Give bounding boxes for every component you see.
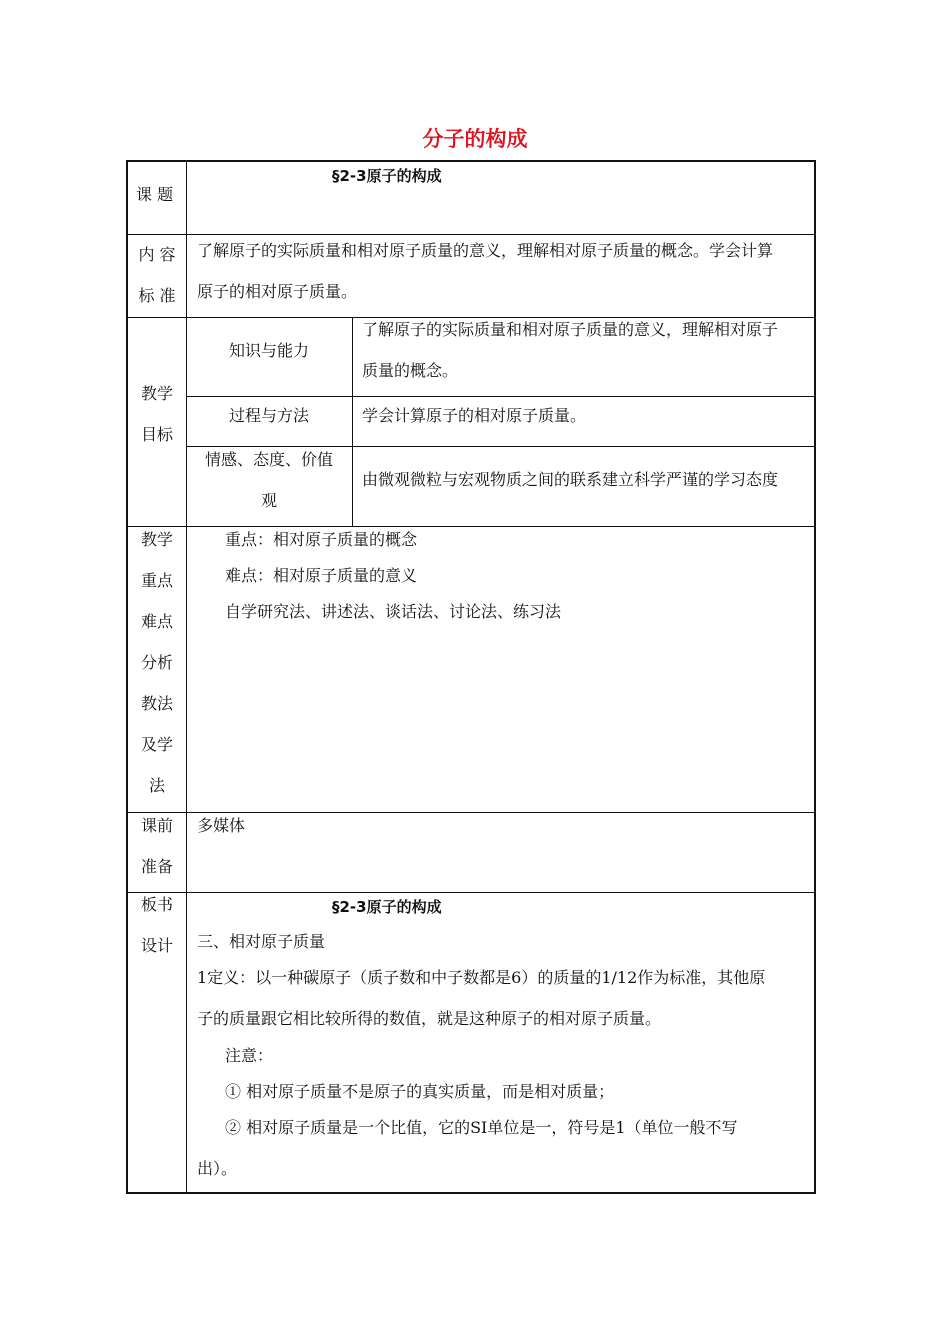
document-title: 分子的构成 [422,127,528,151]
board-label [128,884,186,966]
label-column-divider [186,160,187,1194]
board-label-line: 设计 [140,936,173,955]
keypoints-label-line: 教法 [140,694,173,713]
keypoints-label-line: 教学 [140,530,173,549]
board-definition-line: 1定义：以一种碳原子（质子数和中子数都是6）的质量的1/12作为标准，其他原 [197,968,766,987]
board-label-line: 板书 [140,895,173,914]
board-heading: §2-3原子的构成 [332,898,442,916]
goals-label [128,373,186,455]
prep-label-line: 准备 [140,857,173,876]
board-note-line: ① 相对原子质量不是原子的真实质量，而是相对质量； [225,1082,615,1101]
row-divider [126,526,816,527]
goals-label-line: 目标 [140,425,173,444]
row-divider [126,812,816,813]
topic-label: 课 题 [136,185,174,204]
keypoints-label-line: 难点 [140,612,173,631]
keypoints-label-line: 及学 [140,735,173,754]
standard-content-line: 了解原子的实际质量和相对原子质量的意义，理解相对原子质量的概念。学会计算 [197,241,774,260]
keypoints-label-line: 分析 [140,653,173,672]
goal-emotion-name-line: 观 [260,491,277,510]
standard-label-line: 标 准 [138,286,176,305]
row-divider [126,892,816,893]
board-definition-line: 子的质量跟它相比较所得的数值，就是这种原子的相对原子质量。 [197,1009,662,1028]
row-divider [126,234,816,235]
board-section: 三、相对原子质量 [197,932,326,951]
goal-knowledge-name: 知识与能力 [228,341,309,360]
board-note-line: ② 相对原子质量是一个比值，它的SI单位是一，符号是1（单位一般不写 [225,1118,738,1137]
prep-content: 多媒体 [197,816,246,835]
standard-label-line: 内 容 [138,245,176,264]
goal-knowledge-content-line: 了解原子的实际质量和相对原子质量的意义，理解相对原子 [362,320,779,339]
table-top-border [126,160,816,162]
prep-label [128,805,186,887]
goal-process-name: 过程与方法 [228,406,309,425]
goals-column-divider [352,317,353,526]
keypoints-label [128,519,186,806]
goal-emotion-content: 由微观微粒与宏观物质之间的联系建立科学严谨的学习态度 [362,470,779,489]
table-bottom-border [126,1192,816,1194]
table-right-border [814,160,816,1194]
goals-row-divider [186,446,816,447]
goals-label-line: 教学 [140,384,173,403]
board-note-line: 出）。 [197,1159,238,1178]
keypoints-label-line: 重点 [140,571,173,590]
standard-label [128,234,186,316]
prep-label-line: 课前 [140,816,173,835]
keypoints-label-line: 法 [148,776,165,795]
standard-content-line: 原子的相对原子质量。 [197,282,358,301]
goal-knowledge-content-line: 质量的概念。 [362,361,459,380]
goals-row-divider [186,396,816,397]
topic-content: §2-3原子的构成 [332,167,442,185]
board-note-label: 注意： [225,1046,274,1065]
row-divider [126,317,816,318]
goal-process-content: 学会计算原子的相对原子质量。 [362,406,587,425]
keypoint-line: 自学研究法、讲述法、谈话法、讨论法、练习法 [225,602,562,621]
goal-emotion-name-line: 情感、态度、价值 [204,450,333,469]
keypoint-line: 难点：相对原子质量的意义 [225,566,418,585]
keypoint-line: 重点：相对原子质量的概念 [225,530,418,549]
